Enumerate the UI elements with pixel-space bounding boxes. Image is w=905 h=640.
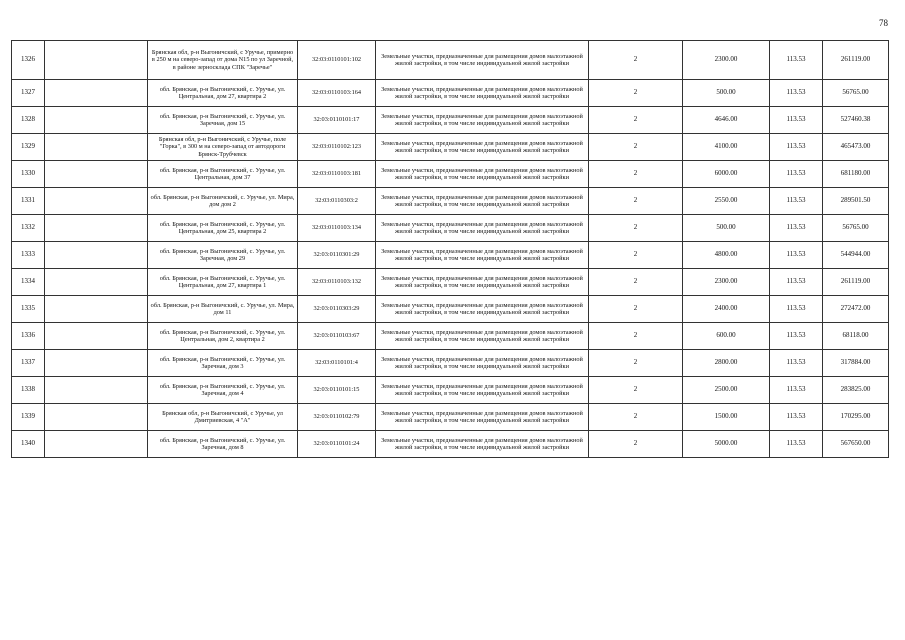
cadastral-value-cell: 261119.00 [823, 269, 889, 296]
address-cell: обл. Брянская, р-н Выгоничский, с. Уручье, ул. Центральная, дом 27, квартира 1 [148, 269, 298, 296]
specific-value-cell: 113.53 [770, 80, 823, 107]
address-cell: обл. Брянская, р-н Выгоничский, с. Уручье, ул. Заречная, дом 8 [148, 431, 298, 458]
cadastral-value-cell: 317884.00 [823, 350, 889, 377]
table-row [12, 134, 889, 161]
table-row [12, 242, 889, 269]
cadastral-value-cell: 56765.00 [823, 80, 889, 107]
blank-cell [45, 323, 148, 350]
group-cell: 2 [589, 80, 683, 107]
permitted-use-cell: Земельные участки, предназначенные для размещения домов малоэтажной жилой застройки, в том числе индивидуальной жилой застройки [376, 296, 589, 323]
group-cell: 2 [589, 404, 683, 431]
cadastral-number-cell: 32:03:0110101:24 [298, 431, 376, 458]
cadastral-value-cell: 289501.50 [823, 188, 889, 215]
permitted-use-cell: Земельные участки, предназначенные для размещения домов малоэтажной жилой застройки, в том числе индивидуальной жилой застройки [376, 161, 589, 188]
permitted-use-cell: Земельные участки, предназначенные для размещения домов малоэтажной жилой застройки, в том числе индивидуальной жилой застройки [376, 215, 589, 242]
permitted-use-cell: Земельные участки, предназначенные для размещения домов малоэтажной жилой застройки, в том числе индивидуальной жилой застройки [376, 350, 589, 377]
address-cell: обл. Брянская, р-н Выгоничский, с. Уручье, ул. Заречная, дом 3 [148, 350, 298, 377]
permitted-use-cell: Земельные участки, предназначенные для размещения домов малоэтажной жилой застройки, в том числе индивидуальной жилой застройки [376, 242, 589, 269]
group-cell: 2 [589, 323, 683, 350]
area-cell: 600.00 [683, 323, 770, 350]
cadastral-number-cell: 32:03:0110103:134 [298, 215, 376, 242]
permitted-use-cell: Земельные участки, предназначенные для размещения домов малоэтажной жилой застройки, в том числе индивидуальной жилой застройки [376, 41, 589, 80]
page-number: 78 [879, 18, 888, 28]
address-cell: обл. Брянская, р-н Выгоничский, с. Уручье, ул. Центральная, дом 27, квартира 2 [148, 80, 298, 107]
row-number-cell: 1336 [12, 323, 45, 350]
permitted-use-cell: Земельные участки, предназначенные для размещения домов малоэтажной жилой застройки, в том числе индивидуальной жилой застройки [376, 431, 589, 458]
row-number-cell: 1331 [12, 188, 45, 215]
permitted-use-cell: Земельные участки, предназначенные для размещения домов малоэтажной жилой застройки, в том числе индивидуальной жилой застройки [376, 134, 589, 161]
cadastral-number-cell: 32:03:0110103:164 [298, 80, 376, 107]
cadastral-value-cell: 56765.00 [823, 215, 889, 242]
address-cell: обл. Брянская, р-н Выгоничский, с. Уручье, ул. Центральная, дом 37 [148, 161, 298, 188]
table-row [12, 161, 889, 188]
area-cell: 6000.00 [683, 161, 770, 188]
row-number-cell: 1339 [12, 404, 45, 431]
land-plots-table [11, 40, 889, 458]
blank-cell [45, 161, 148, 188]
blank-cell [45, 188, 148, 215]
area-cell: 500.00 [683, 80, 770, 107]
cadastral-number-cell: 32:03:0110303:2 [298, 188, 376, 215]
blank-cell [45, 41, 148, 80]
permitted-use-cell: Земельные участки, предназначенные для размещения домов малоэтажной жилой застройки, в том числе индивидуальной жилой застройки [376, 80, 589, 107]
address-cell: Брянская обл, р-н Выгоничский, с Уручье, поле "Горка", в 300 м на северо-запад от автодороги Брянск-Трубчевск [148, 134, 298, 161]
row-number-cell: 1326 [12, 41, 45, 80]
permitted-use-cell: Земельные участки, предназначенные для размещения домов малоэтажной жилой застройки, в том числе индивидуальной жилой застройки [376, 404, 589, 431]
specific-value-cell: 113.53 [770, 377, 823, 404]
blank-cell [45, 350, 148, 377]
area-cell: 2300.00 [683, 41, 770, 80]
address-cell: обл. Брянская, р-н Выгоничский, с. Уручье, ул. Заречная, дом 4 [148, 377, 298, 404]
row-number-cell: 1338 [12, 377, 45, 404]
area-cell: 4100.00 [683, 134, 770, 161]
table-row [12, 431, 889, 458]
cadastral-value-cell: 681180.00 [823, 161, 889, 188]
cadastral-number-cell: 32:03:0110303:29 [298, 296, 376, 323]
table-row [12, 404, 889, 431]
cadastral-number-cell: 32:03:0110103:67 [298, 323, 376, 350]
permitted-use-cell: Земельные участки, предназначенные для размещения домов малоэтажной жилой застройки, в том числе индивидуальной жилой застройки [376, 107, 589, 134]
blank-cell [45, 269, 148, 296]
specific-value-cell: 113.53 [770, 188, 823, 215]
group-cell: 2 [589, 431, 683, 458]
cadastral-value-cell: 272472.00 [823, 296, 889, 323]
row-number-cell: 1329 [12, 134, 45, 161]
table-row [12, 377, 889, 404]
area-cell: 2400.00 [683, 296, 770, 323]
address-cell: Брянская обл, р-н Выгоничский, с Уручье, ул Дмитриевская, 4 "А" [148, 404, 298, 431]
specific-value-cell: 113.53 [770, 350, 823, 377]
cadastral-value-cell: 465473.00 [823, 134, 889, 161]
cadastral-number-cell: 32:03:0110301:29 [298, 242, 376, 269]
row-number-cell: 1333 [12, 242, 45, 269]
permitted-use-cell: Земельные участки, предназначенные для размещения домов малоэтажной жилой застройки, в том числе индивидуальной жилой застройки [376, 188, 589, 215]
cadastral-value-cell: 544944.00 [823, 242, 889, 269]
group-cell: 2 [589, 107, 683, 134]
specific-value-cell: 113.53 [770, 41, 823, 80]
cadastral-number-cell: 32:03:0110101:17 [298, 107, 376, 134]
cadastral-number-cell: 32:03:0110103:132 [298, 269, 376, 296]
specific-value-cell: 113.53 [770, 161, 823, 188]
blank-cell [45, 404, 148, 431]
blank-cell [45, 80, 148, 107]
table-row [12, 80, 889, 107]
area-cell: 500.00 [683, 215, 770, 242]
row-number-cell: 1328 [12, 107, 45, 134]
specific-value-cell: 113.53 [770, 269, 823, 296]
area-cell: 4646.00 [683, 107, 770, 134]
row-number-cell: 1335 [12, 296, 45, 323]
table-row [12, 323, 889, 350]
row-number-cell: 1337 [12, 350, 45, 377]
blank-cell [45, 242, 148, 269]
blank-cell [45, 215, 148, 242]
group-cell: 2 [589, 41, 683, 80]
blank-cell [45, 377, 148, 404]
specific-value-cell: 113.53 [770, 431, 823, 458]
address-cell: обл. Брянская, р-н Выгоничский, с. Уручье, ул. Заречная, дом 15 [148, 107, 298, 134]
group-cell: 2 [589, 134, 683, 161]
area-cell: 2300.00 [683, 269, 770, 296]
area-cell: 1500.00 [683, 404, 770, 431]
permitted-use-cell: Земельные участки, предназначенные для размещения домов малоэтажной жилой застройки, в том числе индивидуальной жилой застройки [376, 323, 589, 350]
cadastral-number-cell: 32:03:0110102:123 [298, 134, 376, 161]
specific-value-cell: 113.53 [770, 215, 823, 242]
row-number-cell: 1340 [12, 431, 45, 458]
group-cell: 2 [589, 161, 683, 188]
area-cell: 2800.00 [683, 350, 770, 377]
table-row [12, 188, 889, 215]
cadastral-number-cell: 32:03:0110102:79 [298, 404, 376, 431]
row-number-cell: 1330 [12, 161, 45, 188]
table-row [12, 215, 889, 242]
row-number-cell: 1327 [12, 80, 45, 107]
specific-value-cell: 113.53 [770, 134, 823, 161]
specific-value-cell: 113.53 [770, 323, 823, 350]
blank-cell [45, 107, 148, 134]
group-cell: 2 [589, 188, 683, 215]
cadastral-number-cell: 32:03:0110101:4 [298, 350, 376, 377]
blank-cell [45, 134, 148, 161]
table-body [12, 41, 889, 458]
area-cell: 2500.00 [683, 377, 770, 404]
address-cell: обл. Брянская, р-н Выгоничский, с. Уручье, ул. Мира, дом дом 2 [148, 188, 298, 215]
table-row [12, 41, 889, 80]
group-cell: 2 [589, 296, 683, 323]
specific-value-cell: 113.53 [770, 404, 823, 431]
group-cell: 2 [589, 242, 683, 269]
table-row [12, 107, 889, 134]
blank-cell [45, 296, 148, 323]
permitted-use-cell: Земельные участки, предназначенные для размещения домов малоэтажной жилой застройки, в том числе индивидуальной жилой застройки [376, 377, 589, 404]
row-number-cell: 1334 [12, 269, 45, 296]
table-row [12, 269, 889, 296]
permitted-use-cell: Земельные участки, предназначенные для размещения домов малоэтажной жилой застройки, в том числе индивидуальной жилой застройки [376, 269, 589, 296]
row-number-cell: 1332 [12, 215, 45, 242]
address-cell: обл. Брянская, р-н Выгоничский, с. Уручье, ул. Центральная, дом 25, квартира 2 [148, 215, 298, 242]
table-row [12, 350, 889, 377]
specific-value-cell: 113.53 [770, 242, 823, 269]
group-cell: 2 [589, 215, 683, 242]
cadastral-value-cell: 567650.00 [823, 431, 889, 458]
cadastral-number-cell: 32:03:0110101:15 [298, 377, 376, 404]
cadastral-number-cell: 32:03:0110103:181 [298, 161, 376, 188]
specific-value-cell: 113.53 [770, 107, 823, 134]
group-cell: 2 [589, 350, 683, 377]
group-cell: 2 [589, 269, 683, 296]
area-cell: 4800.00 [683, 242, 770, 269]
cadastral-number-cell: 32:03:0110101:102 [298, 41, 376, 80]
cadastral-value-cell: 170295.00 [823, 404, 889, 431]
address-cell: обл. Брянская, р-н Выгоничский, с. Уручье, ул. Заречная, дом 29 [148, 242, 298, 269]
cadastral-value-cell: 283825.00 [823, 377, 889, 404]
cadastral-value-cell: 68118.00 [823, 323, 889, 350]
blank-cell [45, 431, 148, 458]
address-cell: обл. Брянская, р-н Выгоничский, с. Уручье, ул. Центральная, дом 2, квартира 2 [148, 323, 298, 350]
area-cell: 5000.00 [683, 431, 770, 458]
specific-value-cell: 113.53 [770, 296, 823, 323]
group-cell: 2 [589, 377, 683, 404]
address-cell: обл. Брянская, р-н Выгоничский, с. Уручье, ул. Мира, дом 11 [148, 296, 298, 323]
table-row [12, 296, 889, 323]
cadastral-value-cell: 527460.38 [823, 107, 889, 134]
area-cell: 2550.00 [683, 188, 770, 215]
cadastral-value-cell: 261119.00 [823, 41, 889, 80]
address-cell: Брянская обл, р-н Выгоничский, с Уручье, примерно в 250 м на северо-запад от дома N15 по ул Заречной, в районе зерносклада СПК "Заречье" [148, 41, 298, 80]
